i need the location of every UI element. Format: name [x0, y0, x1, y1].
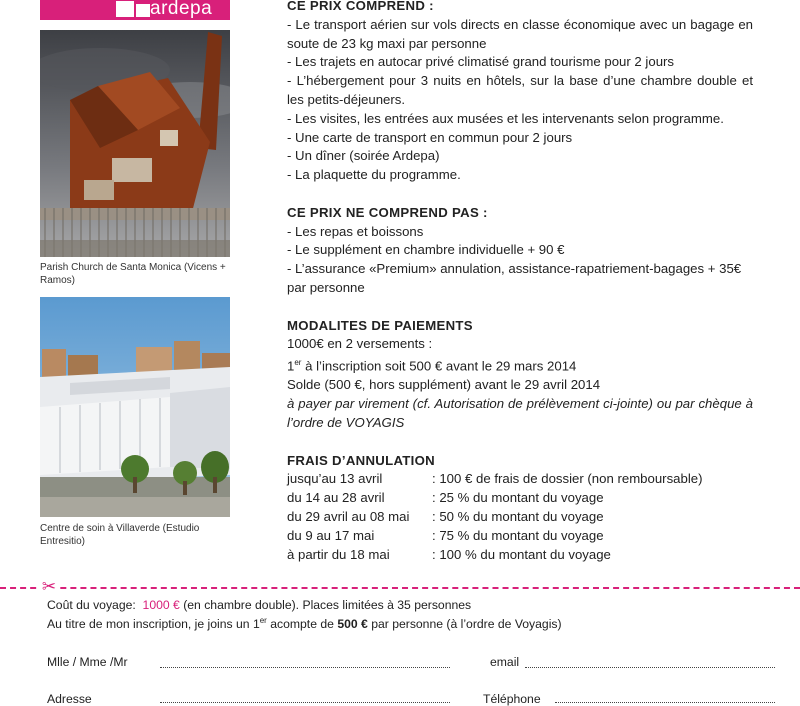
payment-line: 1er à l’inscription soit 500 € avant le 29 mars 2014 [287, 358, 577, 374]
payment-note: à payer par virement (cf. Autorisation de prélèvement ci-jointe) ou par chèque à l’ordre de VOYAGIS [287, 396, 753, 430]
includes-item: - L’hébergement pour 3 nuits en hôtels, sur la base d’une chambre double et les petits-déjeuners. [287, 73, 753, 107]
name-field[interactable] [160, 667, 450, 668]
logo-box-shape-small [136, 4, 150, 17]
cut-line [0, 587, 800, 589]
cancellation-heading: FRAIS D’ANNULATION [287, 452, 436, 468]
includes-heading: CE PRIX COMPREND : [287, 0, 434, 13]
includes-item: - Un dîner (soirée Ardepa) [287, 148, 440, 164]
deposit-line: Au titre de mon inscription, je joins un 1er acompte de 500 € par personne (à l’ordre de Voyagis) [47, 616, 562, 632]
excludes-item: - Le supplément en chambre individuelle + 90 € [287, 242, 565, 258]
trip-cost-line: Coût du voyage: 1000 € (en chambre double). Places limitées à 35 personnes [47, 598, 472, 612]
excludes-item: - L’assurance «Premium» annulation, assistance-rapatriement-bagages + 35€ par personne [287, 261, 742, 295]
includes-item: - Une carte de transport en commun pour 2 jours [287, 129, 573, 145]
includes-item: - Les trajets en autocar privé climatisé grand tourisme pour 2 jours [287, 54, 675, 70]
address-field[interactable] [160, 702, 450, 703]
address-label: Adresse [47, 692, 92, 706]
logo-box-shape [116, 1, 134, 17]
trip-cost-value: 1000 € [142, 598, 180, 612]
includes-item: - Les visites, les entrées aux musées et les intervenants selon programme. [287, 110, 724, 126]
phone-field[interactable] [555, 702, 775, 703]
name-label: Mlle / Mme /Mr [47, 655, 128, 669]
excludes-heading: CE PRIX NE COMPREND PAS : [287, 204, 488, 220]
deposit-amount: 500 € [337, 617, 368, 632]
building-photo [40, 297, 230, 517]
logo-text: ardepa [150, 0, 213, 19]
cancellation-row: jusqu’au 13 avril : 100 € de frais de dossier (non remboursable) [287, 471, 703, 487]
church-caption: Parish Church de Santa Monica (Vicens + Ramos) [40, 262, 226, 286]
phone-label: Téléphone [483, 692, 541, 706]
payment-line: Solde (500 €, hors supplément) avant le 29 avril 2014 [287, 377, 601, 393]
payment-heading: MODALITES DE PAIEMENTS [287, 317, 473, 333]
excludes-item: - Les repas et boissons [287, 223, 424, 239]
ardepa-logo [40, 0, 230, 20]
email-field[interactable] [525, 667, 775, 668]
scissors-icon: ✂ [38, 577, 60, 597]
cancellation-row: du 9 au 17 mai : 75 % du montant du voyage [287, 527, 604, 543]
includes-item: - Le transport aérien sur vols directs en classe économique avec un bagage en soute de 23 kg maxi par personne [287, 16, 753, 51]
cancellation-row: à partir du 18 mai : 100 % du montant du voyage [287, 546, 611, 562]
payment-line: 1000€ en 2 versements : [287, 336, 433, 352]
church-photo [40, 30, 230, 257]
email-label: email [490, 655, 520, 669]
cancellation-row: du 14 au 28 avril : 25 % du montant du voyage [287, 490, 604, 506]
main-text [287, 0, 753, 564]
building-caption: Centre de soin à Villaverde (Estudio Entresitio) [40, 523, 200, 547]
cancellation-row: du 29 avril au 08 mai : 50 % du montant du voyage [287, 508, 604, 524]
includes-item: - La plaquette du programme. [287, 167, 461, 183]
